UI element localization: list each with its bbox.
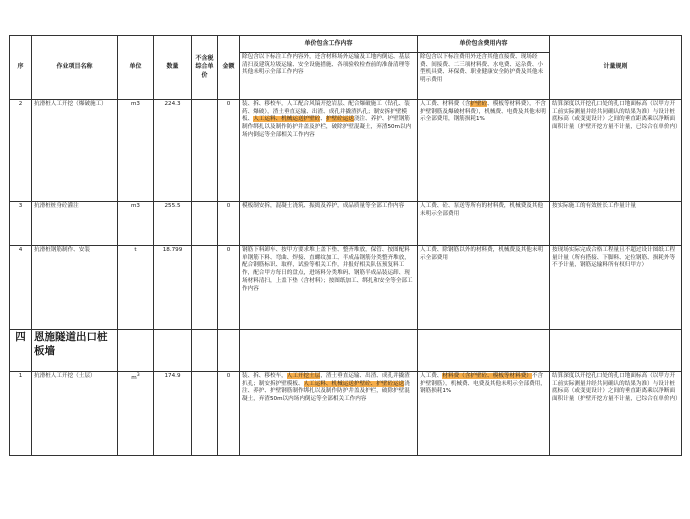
row-amount: 0	[218, 202, 240, 246]
row-unit: m3	[118, 100, 154, 202]
row-unit	[118, 372, 154, 456]
row-amount: 0	[218, 372, 240, 456]
cost-text: 人工费、	[420, 373, 443, 379]
row-tax	[192, 202, 218, 246]
row-work: 模板制安拆，混凝土浇筑、振捣及养护，成品质量等全部工作内容	[240, 202, 418, 246]
row-tax	[192, 372, 218, 456]
work-text: 浇注、养护、护壁钢筋制作绑扎以及制作防护井盖及护栏，破除护壁混凝土，弃渣50m以内场内倒运等全部相关工作内容	[242, 116, 412, 138]
empty-cell	[192, 330, 218, 372]
col-unit-header: 单位	[118, 36, 154, 100]
row-cost: 人工费、砼、泵送等所有的材料费，机械费及其他未明示全部费用	[418, 202, 550, 246]
empty-cell	[218, 330, 240, 372]
row-name: 抗滑桩钢筋制作、安装	[32, 246, 118, 330]
row-tax	[192, 100, 218, 202]
work-text: 浇注、养护、护壁钢筋制作绑扎以及制作防护井盖及护栏，破除护壁混凝土，弃渣50m以内场内倒运等全部相关工作内容	[242, 380, 410, 403]
row-rule: 按现场实际完成合格工程量且不超过设计图纸工程量计量（所有搭接、下脚料、定位钢筋、损耗外等不予计量，钢筋运输料所有权归甲方）	[550, 246, 682, 330]
row-qty: 224.3	[154, 100, 192, 202]
empty-cell	[118, 330, 154, 372]
empty-cell	[418, 330, 550, 372]
col-cost-header: 单价包含费用内容	[418, 36, 550, 53]
col-tax-header: 不含税综合单价	[192, 36, 218, 100]
header-row	[10, 36, 682, 53]
col-qty-header: 数量	[154, 36, 192, 100]
bill-of-quantities-table	[9, 35, 682, 456]
row-seq: 4	[10, 246, 32, 330]
row-cost	[418, 100, 550, 202]
row-qty: 255.5	[154, 202, 192, 246]
work-highlight: 人工运料、机械运送护壁砼、护壁砼运送	[303, 380, 405, 387]
section-number: 四	[10, 330, 32, 372]
row-tax	[192, 246, 218, 330]
cost-highlight: 材料费（含护壁砼、模板等材料费）	[442, 373, 532, 379]
work-text: 、	[320, 116, 326, 123]
row-cost: 人工费、除钢筋以外的材料费，机械费及其他未明示全部费用	[418, 246, 550, 330]
work-highlight: 人工开挖土层	[286, 373, 321, 379]
row-name: 抗滑桩桩身砼灌注	[32, 202, 118, 246]
row-seq: 2	[10, 100, 32, 202]
empty-cell	[240, 330, 418, 372]
unit-superscript: 3	[136, 373, 140, 378]
col-rule-header: 计量规则	[550, 36, 682, 100]
row-work	[240, 372, 418, 456]
col-amount-header: 金额	[218, 36, 240, 100]
col-name-header: 作业项目名称	[32, 36, 118, 100]
empty-cell	[550, 330, 682, 372]
work-text: 装、拆、移校车，	[242, 373, 287, 379]
table-row	[10, 246, 682, 330]
row-amount: 0	[218, 246, 240, 330]
cost-text: 、模板等材料费），不含护壁钢筋及爆破材料费），机械费、电费及其他未明示全部费用，钢筋损耗1%	[420, 101, 546, 123]
col-seq-header: 序	[10, 36, 32, 100]
cost-description: 除包含以下标注费用外还含其他直接费、现场经费、间接费、二三项材料费、水电费、运杂费、小型机具费、环保费、职业健康安全防护费及其他未明示费用	[418, 53, 550, 100]
work-description: 除包含以下标注工作内容外，还含材料场外运输及工地内倒运、基层清扫及建筑垃圾运输、安全设施措施、各项验收检查前的准备清理等其他未明示全部工作内容	[240, 53, 418, 100]
row-work: 钢筋下料卸车、按甲方要求堆上盖下垫、整齐堆放，保管、按图配料单钢筋下料、弯曲、焊接、直螺纹加工、半成品钢筋分类整齐堆放，配合钢筋标识、取样，试验等相关工作，并报好相关队伍预复料工作，配合甲方每日的盘点，进场料分类堆码、钢筋半成品装运卸、现场材料清扫，上盖下垫（含材料）；按图纸加工、绑扎和安全等全部工作内容	[240, 246, 418, 330]
row-rule: 结算深度以开挖孔口处的孔口地面标高（以甲方开工前实际测量并经共同确认的结果为准）与设计桩底标高（或变更设计）之间的垂直距离乘以净断面面积计量（护壁开挖方量不计量，已综合在单价内）	[550, 372, 682, 456]
section-title: 恩施隧道出口桩板墙	[32, 330, 118, 372]
row-name: 抗滑桩人工开挖（爆破施工）	[32, 100, 118, 202]
row-rule: 结算深度以开挖孔口处的孔口地面标高（以甲方开工前实际测量并经共同确认的结果为准）与设计桩底标高（或变更设计）之间的垂直距离乘以净断面面积计量（护壁开挖方量不计量，已综合在单价内）	[550, 100, 682, 202]
row-seq: 3	[10, 202, 32, 246]
row-qty: 18.799	[154, 246, 192, 330]
cost-text: 不含护壁钢筋），机械费、电费及其他未明示全部费用，钢筋损耗1%	[420, 373, 546, 395]
row-unit: m3	[118, 202, 154, 246]
row-rule: 按实际施工的有效桩长工作量计量	[550, 202, 682, 246]
work-highlight: 人工运料、机械运送护壁砼	[253, 116, 321, 123]
row-work	[240, 100, 418, 202]
section-row	[10, 330, 682, 372]
row-qty: 174.9	[154, 372, 192, 456]
row-cost	[418, 372, 550, 456]
table-row	[10, 100, 682, 202]
cost-text: 人工费、材料费（含	[420, 101, 471, 107]
table-row	[10, 202, 682, 246]
col-work-header: 单价包含工作内容	[240, 36, 418, 53]
unit-text: m	[131, 374, 137, 381]
row-amount: 0	[218, 100, 240, 202]
work-text: 装、拆、移校车，人工配合风镐开挖岩层、配合爆破施工（钻孔、装药、爆破），渣土垂直运输、出渣、成孔并撬渣扒孔；制安拆护壁模板、	[242, 101, 410, 123]
cost-highlight: 护壁砼	[470, 101, 488, 107]
row-name: 抗滑桩人工开挖（土层）	[32, 372, 118, 456]
work-text: ，渣土垂直运输、出渣、成孔并撬渣扒孔；制安拆护壁模板、	[242, 373, 410, 387]
row-seq: 1	[10, 372, 32, 456]
work-highlight: 护壁砼运送	[325, 116, 354, 123]
table-row	[10, 372, 682, 456]
row-unit: t	[118, 246, 154, 330]
empty-cell	[154, 330, 192, 372]
